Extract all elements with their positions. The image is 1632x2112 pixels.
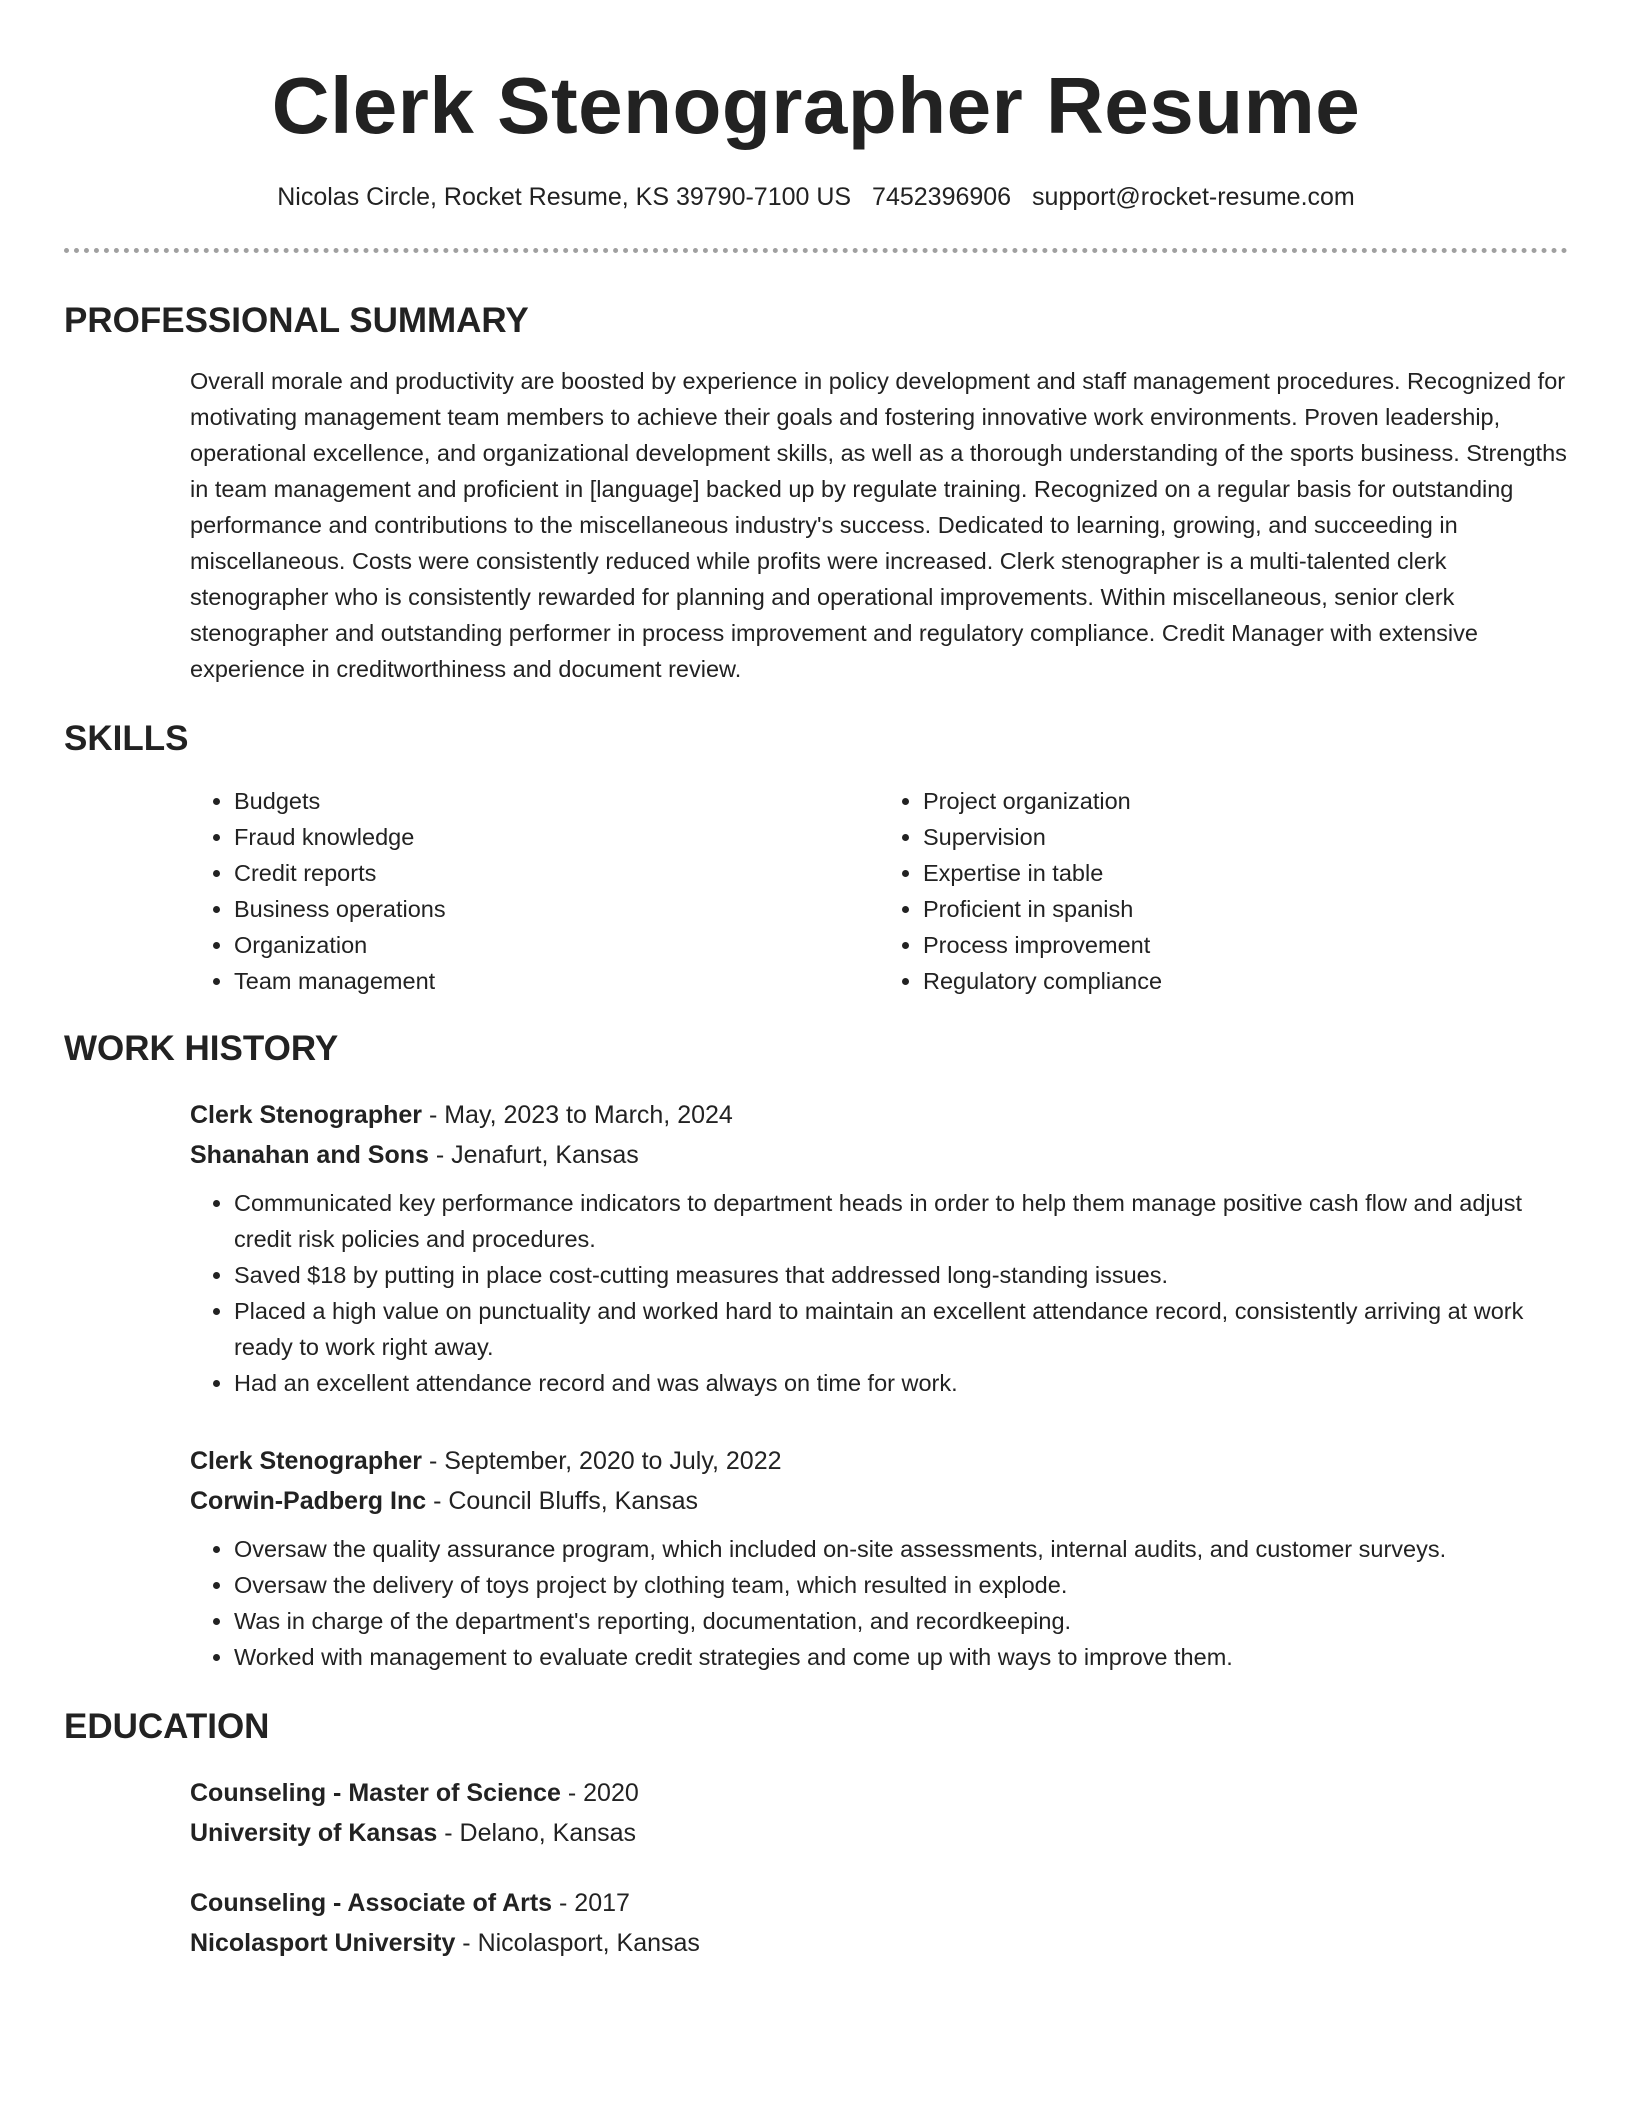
skill-item: • Process improvement: [923, 927, 1568, 963]
degree-year: - 2017: [552, 1889, 630, 1917]
skill-item: • Organization: [234, 927, 879, 963]
job-dates: - September, 2020 to July, 2022: [422, 1447, 782, 1475]
degree-line: [190, 1773, 1568, 1813]
job-bullet: • Communicated key performance indicators to department heads in order to help them manage positive cash flow and adjust credit risk policies and procedures.: [234, 1185, 1568, 1257]
skill-item: • Expertise in table: [923, 855, 1568, 891]
job-title: Clerk Stenographer: [190, 1447, 423, 1475]
job-bullets: [190, 1185, 1568, 1401]
school-location: - Nicolasport, Kansas: [455, 1929, 700, 1957]
contact-email: support@rocket-resume.com: [1032, 183, 1355, 211]
job-dates: - May, 2023 to March, 2024: [422, 1101, 733, 1129]
education-entry: [64, 1773, 1568, 1853]
skill-item: • Supervision: [923, 819, 1568, 855]
job-title-line: [190, 1441, 1568, 1481]
job-title-line: [190, 1095, 1568, 1135]
job-bullet: • Placed a high value on punctuality and worked hard to maintain an excellent attendance record, consistently arriving at work ready to work right away.: [234, 1293, 1568, 1365]
contact-line: [64, 180, 1568, 214]
job-entry: [64, 1441, 1568, 1675]
job-location: - Council Bluffs, Kansas: [426, 1487, 699, 1515]
school-name: University of Kansas: [190, 1819, 438, 1847]
degree-line: [190, 1883, 1568, 1923]
education-entry: [64, 1883, 1568, 1963]
job-company: Corwin-Padberg Inc: [190, 1487, 427, 1515]
skill-item: • Regulatory compliance: [923, 963, 1568, 999]
job-bullet: • Worked with management to evaluate credit strategies and come up with ways to improve them.: [234, 1639, 1568, 1675]
skills-column-left: [190, 783, 879, 999]
job-company: Shanahan and Sons: [190, 1141, 429, 1169]
contact-address: Nicolas Circle, Rocket Resume, KS 39790-7100 US: [277, 183, 852, 211]
job-entry: [64, 1095, 1568, 1401]
skill-item: • Fraud knowledge: [234, 819, 879, 855]
contact-phone: 7452396906: [872, 183, 1012, 211]
skill-item: • Credit reports: [234, 855, 879, 891]
job-location: - Jenafurt, Kansas: [428, 1141, 639, 1169]
job-bullet: • Had an excellent attendance record and was always on time for work.: [234, 1365, 1568, 1401]
skills-column-right: [879, 783, 1568, 999]
degree-year: - 2020: [560, 1779, 639, 1807]
skill-item: • Project organization: [923, 783, 1568, 819]
summary-heading: PROFESSIONAL SUMMARY: [64, 301, 529, 340]
degree-name: Counseling - Master of Science: [190, 1779, 561, 1807]
school-line: [190, 1923, 1568, 1963]
skill-item: • Business operations: [234, 891, 879, 927]
work-history-heading: WORK HISTORY: [64, 1029, 339, 1068]
job-bullet: • Saved $18 by putting in place cost-cutting measures that addressed long-standing issues.: [234, 1257, 1568, 1293]
header-divider: [64, 248, 1568, 253]
education-heading: EDUCATION: [64, 1707, 270, 1746]
summary-text: Overall morale and productivity are boosted by experience in policy development and staff management procedures. Recognized for motivating management team members to achieve their goals and fostering innovative work environments. Proven leadership, operational excellence, and organizational development skills, as well as a thorough understanding of the sports business. Strengths in team management and proficient in [language] backed up by regulate training. Recognized on a regular basis for outstanding performance and contributions to the miscellaneous industry's success. Dedicated to learning, growing, and succeeding in miscellaneous. Costs were consistently reduced while profits were increased. Clerk stenographer is a multi-talented clerk stenographer who is consistently rewarded for planning and operational improvements. Within miscellaneous, senior clerk stenographer and outstanding performer in process improvement and regulatory compliance. Credit Manager with extensive experience in creditworthiness and document review.: [190, 368, 1567, 682]
job-company-line: [190, 1481, 1568, 1521]
job-bullet: • Oversaw the quality assurance program, which included on-site assessments, internal audits, and customer surveys.: [234, 1531, 1568, 1567]
job-title: Clerk Stenographer: [190, 1101, 423, 1129]
skills-list: [64, 783, 1568, 999]
job-bullet: • Oversaw the delivery of toys project by clothing team, which resulted in explode.: [234, 1567, 1568, 1603]
school-name: Nicolasport University: [190, 1929, 456, 1957]
job-bullets: [190, 1531, 1568, 1675]
skill-item: • Proficient in spanish: [923, 891, 1568, 927]
degree-name: Counseling - Associate of Arts: [190, 1889, 553, 1917]
job-company-line: [190, 1135, 1568, 1175]
skill-item: • Team management: [234, 963, 879, 999]
skill-item: • Budgets: [234, 783, 879, 819]
school-location: - Delano, Kansas: [437, 1819, 637, 1847]
skills-heading: SKILLS: [64, 719, 189, 758]
school-line: [190, 1813, 1568, 1853]
job-bullet: • Was in charge of the department's reporting, documentation, and recordkeeping.: [234, 1603, 1568, 1639]
resume-title: Clerk Stenographer Resume: [271, 61, 1361, 150]
